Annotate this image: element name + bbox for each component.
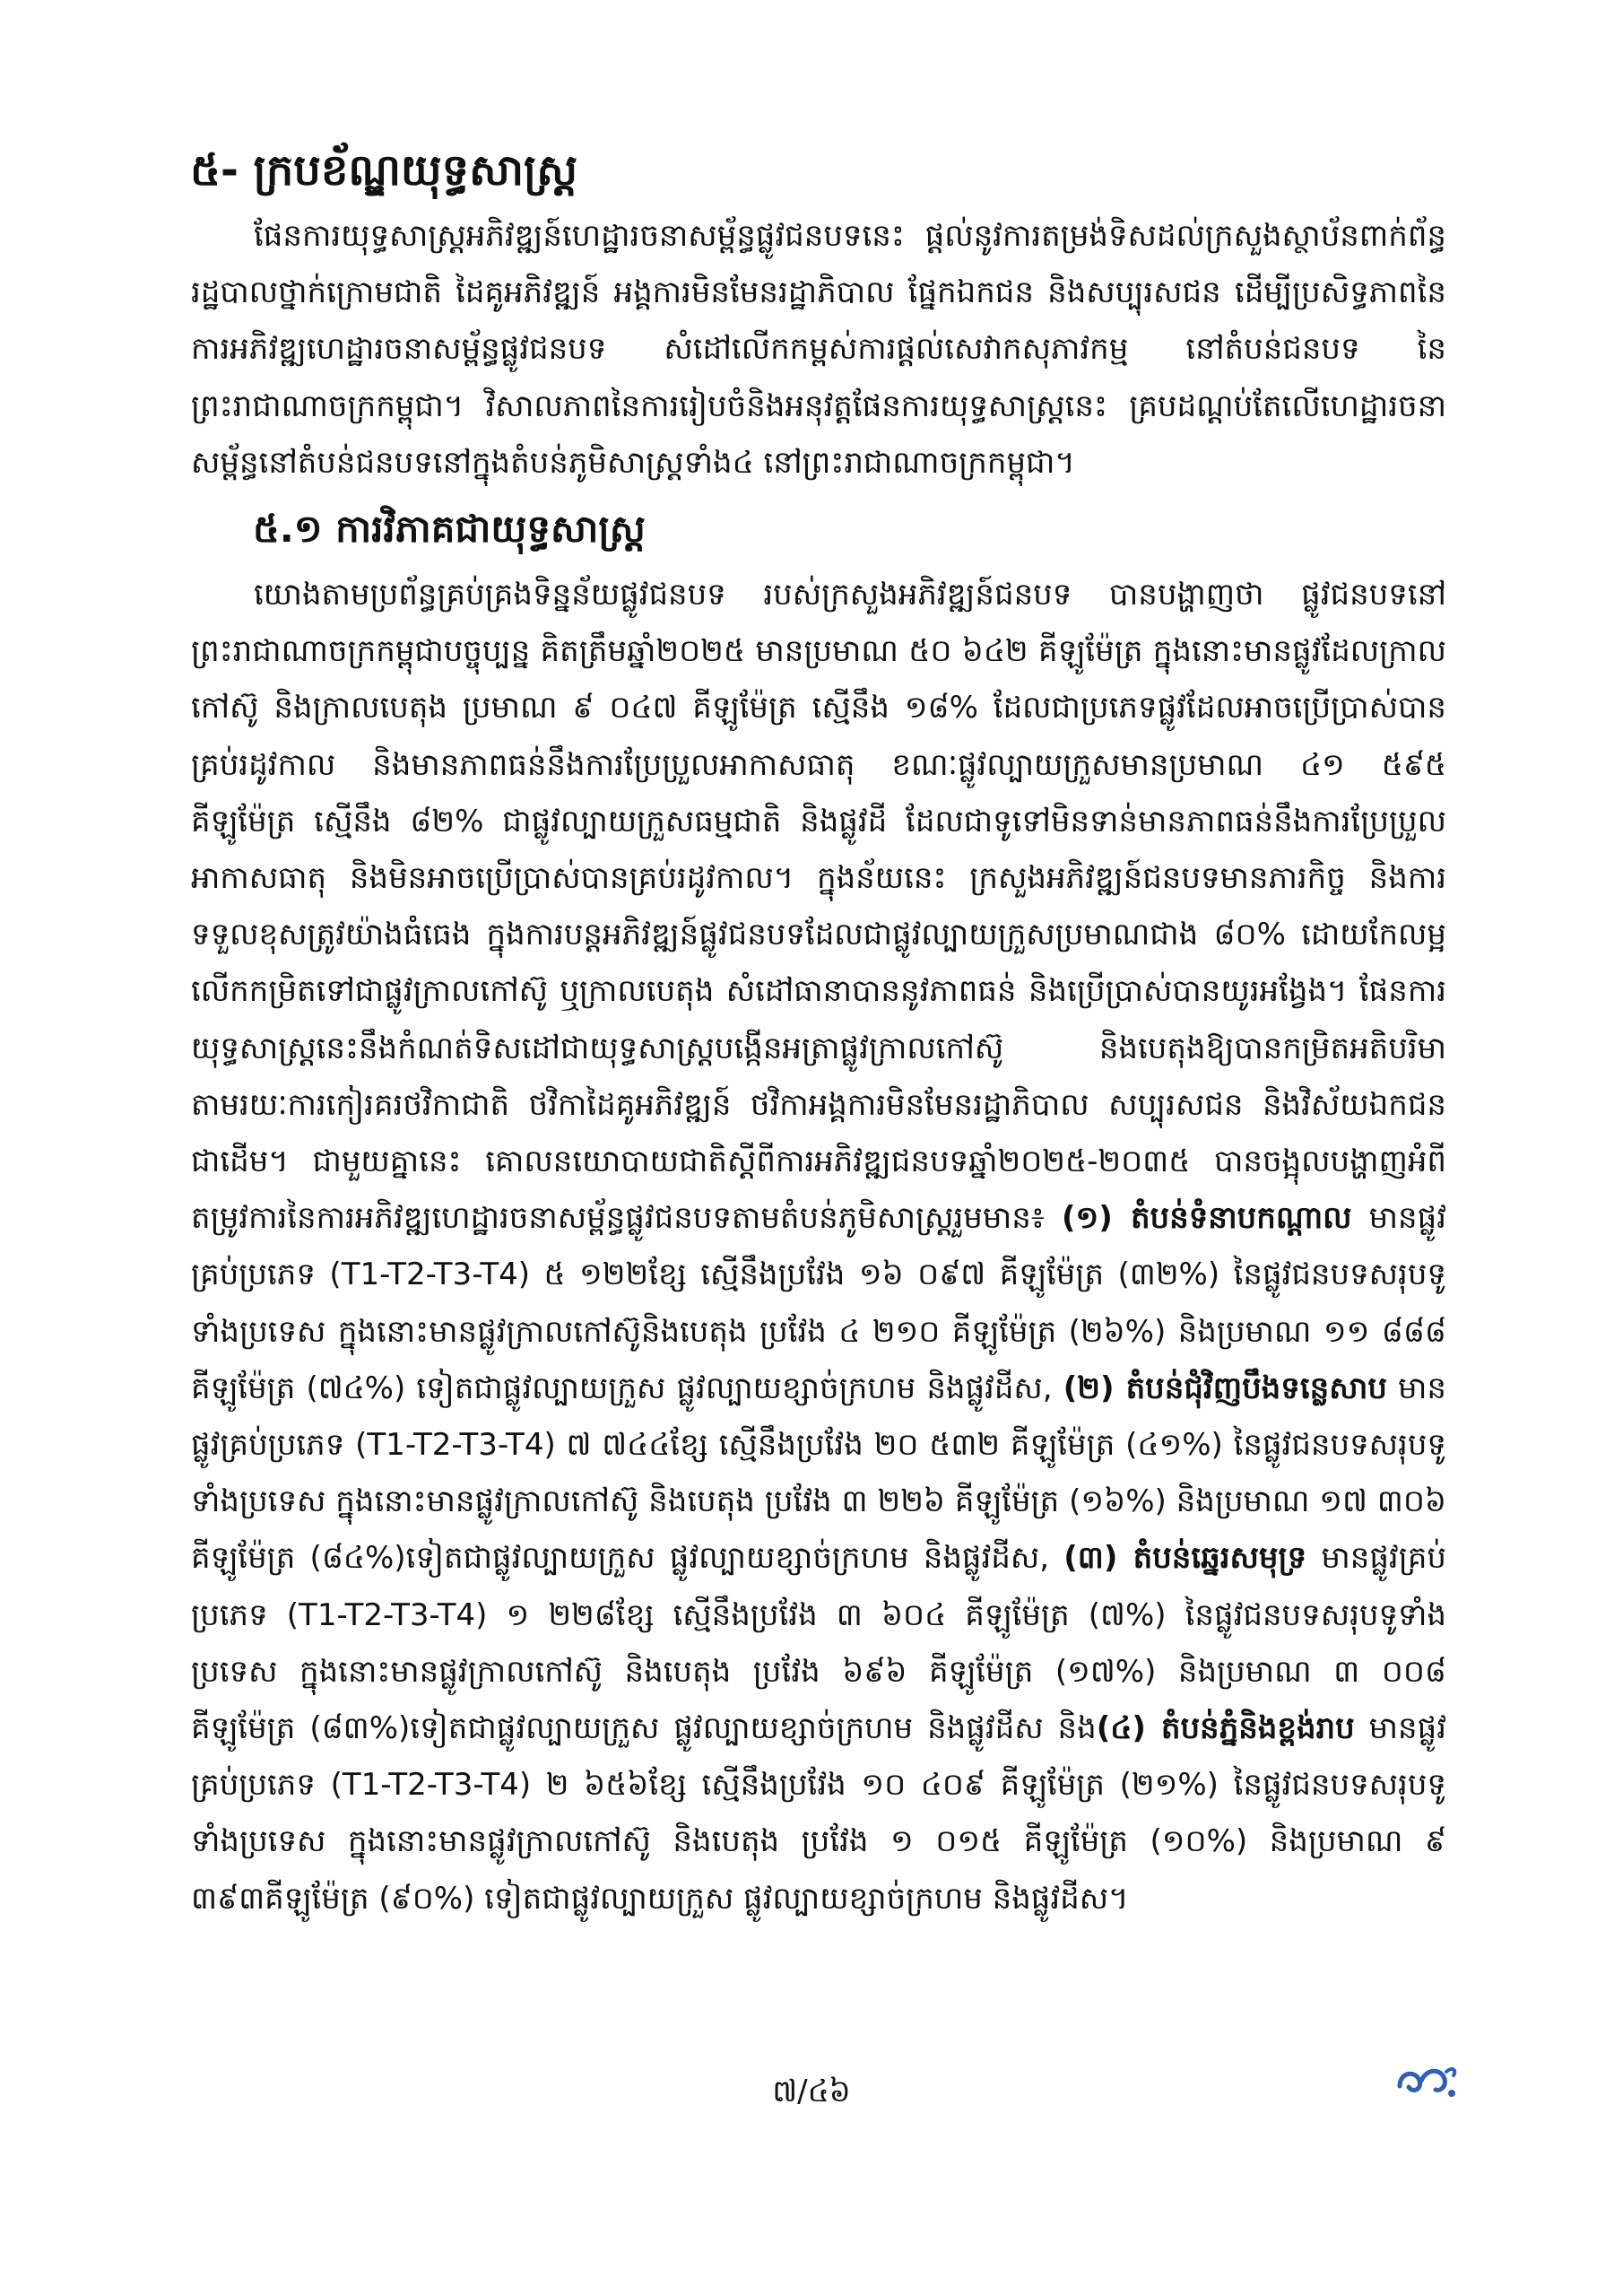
analysis-text-d: មានផ្លូវគ្រប់ប្រភេទ (T1-T2-T3-T4) ១ ២២៨ខ្សែ ស្មើនឹងប្រវែង ៣ ៦០៤ គីឡូម៉ែត្រ (៧%) នៃផ្លូវជនបទសរុបទូទាំងប្រទេស ក្នុងនោះមានផ្លូវក្រាលកៅស៊ូ និងបេតុង ប្រវែង ៦៩៦ គីឡូម៉ែត្រ (១៧%) និងប្រមាណ ៣ ០០៨ គីឡូម៉ែត្រ (៨៣%)ទៀតជាផ្លូវល្បាយក្រួស ផ្លូវល្បាយខ្សាច់ក្រហម និងផ្លូវដីស និង [191, 1540, 1446, 1747]
analysis-text-e: មានផ្លូវគ្រប់ប្រភេទ (T1-T2-T3-T4) ២ ៦៥៦ខ្សែ ស្មើនឹងប្រវែង ១០ ៤០៩ គីឡូម៉ែត្រ (២១%) នៃផ្លូវជនបទសរុបទូទាំងប្រទេស ក្នុងនោះមានផ្លូវក្រាលកៅស៊ូ និងបេតុង ប្រវែង ១ ០១៥ គីឡូម៉ែត្រ (១០%) និងប្រមាណ ៩ ៣៩៣គីឡូម៉ែត្រ (៩០%) ទៀតជាផ្លូវល្បាយក្រួស ផ្លូវល្បាយខ្សាច់ក្រហម និងផ្លូវដីស។ [191, 1710, 1446, 1917]
analysis-text-b: មានផ្លូវគ្រប់ប្រភេទ (T1-T2-T3-T4) ៥ ១២២ខ្សែ ស្មើនឹងប្រវែង ១៦ ០៩៧ គីឡូម៉ែត្រ (៣២%) នៃផ្លូវជនបទសរុបទូទាំងប្រទេស ក្នុងនោះមានផ្លូវក្រាលកៅស៊ូនិងបេតុង ប្រវែង ៤ ២១០ គីឡូម៉ែត្រ (២៦%) និងប្រមាណ ១១ ៨៨៨ គីឡូម៉ែត្រ (៧៤%) ទៀតជាផ្លូវល្បាយក្រួស ផ្លូវល្បាយខ្សាច់ក្រហម និងផ្លូវដីស, [191, 1200, 1446, 1406]
analysis-text-a: យោងតាមប្រព័ន្ធគ្រប់គ្រងទិន្នន័យផ្លូវជនបទ របស់ក្រសួងអភិវឌ្ឍន៍ជនបទ បានបង្ហាញថា ផ្លូវជនបទនៅព្រះរាជាណាចក្រកម្ពុជាបច្ចុប្បន្ន គិតត្រឹមឆ្នាំ២០២៥ មានប្រមាណ ៥០ ៦៤២ គីឡូម៉ែត្រ ក្នុងនោះមានផ្លូវដែលក្រាលកៅស៊ូ និងក្រាលបេតុង ប្រមាណ ៩ ០៤៧ គីឡូម៉ែត្រ ស្មើនឹង ១៨% ដែលជាប្រភេទផ្លូវដែលអាចប្រើប្រាស់បានគ្រប់រដូវកាល និងមានភាពធន់នឹងការប្រែប្រួលអាកាសធាតុ ខណៈផ្លូវល្បាយក្រួសមានប្រមាណ ៤១ ៥៩៥ គីឡូម៉ែត្រ ស្មើនឹង ៨២% ជាផ្លូវល្បាយក្រួសធម្មជាតិ និងផ្លូវដី ដែលជាទូទៅមិនទាន់មានភាពធន់នឹងការប្រែប្រួលអាកាសធាតុ និងមិនអាចប្រើប្រាស់បានគ្រប់រដូវកាល។ ក្នុងន័យនេះ ក្រសួងអភិវឌ្ឍន៍ជនបទមានភារកិច្ច និងការទទួលខុសត្រូវយ៉ាងធំធេង ក្នុងការបន្តអភិវឌ្ឍន៍ផ្លូវជនបទដែលជាផ្លូវល្បាយក្រួសប្រមាណជាង ៨០% ដោយកែលម្អលើកកម្រិតទៅជាផ្លូវក្រាលកៅស៊ូ ឬក្រាលបេតុង សំដៅធានាបាននូវភាពធន់ និងប្រើប្រាស់បានយូរអង្វែង។ ផែនការយុទ្ធសាស្ត្រនេះនឹងកំណត់ទិសដៅជាយុទ្ធសាស្ត្របង្កើនអត្រាផ្លូវក្រាលកៅស៊ូ និងបេតុងឱ្យបានកម្រិតអតិបរិមា តាមរយៈការកៀរគរថវិកាជាតិ ថវិកាដៃគូអភិវឌ្ឍន៍ ថវិកាអង្គការមិនមែនរដ្ឋាភិបាល សប្បុរសជន និងវិស័យឯកជនជាដើម។ ជាមួយគ្នានេះ គោលនយោបាយជាតិស្តីពីការអភិវឌ្ឍជនបទឆ្នាំ២០២៥-២០៣៥ បានចង្អុលបង្ហាញអំពីតម្រូវការនៃការអភិវឌ្ឍហេដ្ឋារចនាសម្ព័ន្ធផ្លូវជនបទតាមតំបន់ភូមិសាស្ត្ររួមមាន៖ [191, 577, 1446, 1237]
region-3-label: (៣) តំបន់ឆ្នេរសមុទ្រ [1063, 1540, 1307, 1577]
subsection-heading: ៥.១ ការវិភាគជាយុទ្ធសាស្ត្រ [253, 507, 646, 551]
intro-paragraph: ផែនការយុទ្ធសាស្ត្រអភិវឌ្ឍន៍ហេដ្ឋារចនាសម្ព័ន្ធផ្លូវជនបទនេះ ផ្តល់នូវការតម្រង់ទិសដល់ក្រសួងស្ថាប័នពាក់ព័ន្ធ រដ្ឋបាលថ្នាក់ក្រោមជាតិ ដៃគូអភិវឌ្ឍន៍ អង្គការមិនមែនរដ្ឋាភិបាល ផ្នែកឯកជន និងសប្បុរសជន ដើម្បីប្រសិទ្ធភាពនៃការអភិវឌ្ឍហេដ្ឋារចនាសម្ព័ន្ធផ្លូវជនបទ សំដៅលើកកម្ពស់ការផ្តល់សេវាកសុភាវកម្ម នៅតំបន់ជនបទ នៃព្រះរាជាណាចក្រកម្ពុជា។ វិសាលភាពនៃការរៀបចំនិងអនុវត្តផែនការយុទ្ធសាស្ត្រនេះ គ្របដណ្តប់តែលើហេដ្ឋារចនាសម្ព័ន្ធនៅតំបន់ជនបទនៅក្នុងតំបន់ភូមិសាស្ត្រទាំង៤ នៅព្រះរាជាណាចក្រកម្ពុជា។ [191, 218, 1446, 481]
khmer-page-ornament-icon [1394, 2059, 1459, 2102]
region-1-label: (១) តំបន់ទំនាបកណ្តាល [1061, 1200, 1352, 1237]
region-4-label: (៤) តំបន់ភ្នំនិងខ្ពង់រាប [1096, 1710, 1355, 1747]
region-2-label: (២) តំបន់ជុំវិញបឹងទន្លេសាប [1063, 1370, 1387, 1406]
analysis-text-c: មានផ្លូវគ្រប់ប្រភេទ (T1-T2-T3-T4) ៧ ៧៤៤ខ្សែ ស្មើនឹងប្រវែង ២០ ៥៣២ គីឡូម៉ែត្រ (៤១%) នៃផ្លូវជនបទសរុបទូទាំងប្រទេស ក្នុងនោះមានផ្លូវក្រាលកៅស៊ូ និងបេតុង ប្រវែង ៣ ២២៦ គីឡូម៉ែត្រ (១៦%) និងប្រមាណ ១៧ ៣០៦ គីឡូម៉ែត្រ (៨៤%)ទៀតជាផ្លូវល្បាយក្រួស ផ្លូវល្បាយខ្សាច់ក្រហម និងផ្លូវដីស, [191, 1370, 1446, 1577]
analysis-paragraph [191, 567, 1446, 2002]
page-number: ៧/៤៦ [772, 2074, 851, 2109]
section-heading: ៥- ក្របខ័ណ្ឌយុទ្ធសាស្ត្រ [190, 145, 578, 196]
